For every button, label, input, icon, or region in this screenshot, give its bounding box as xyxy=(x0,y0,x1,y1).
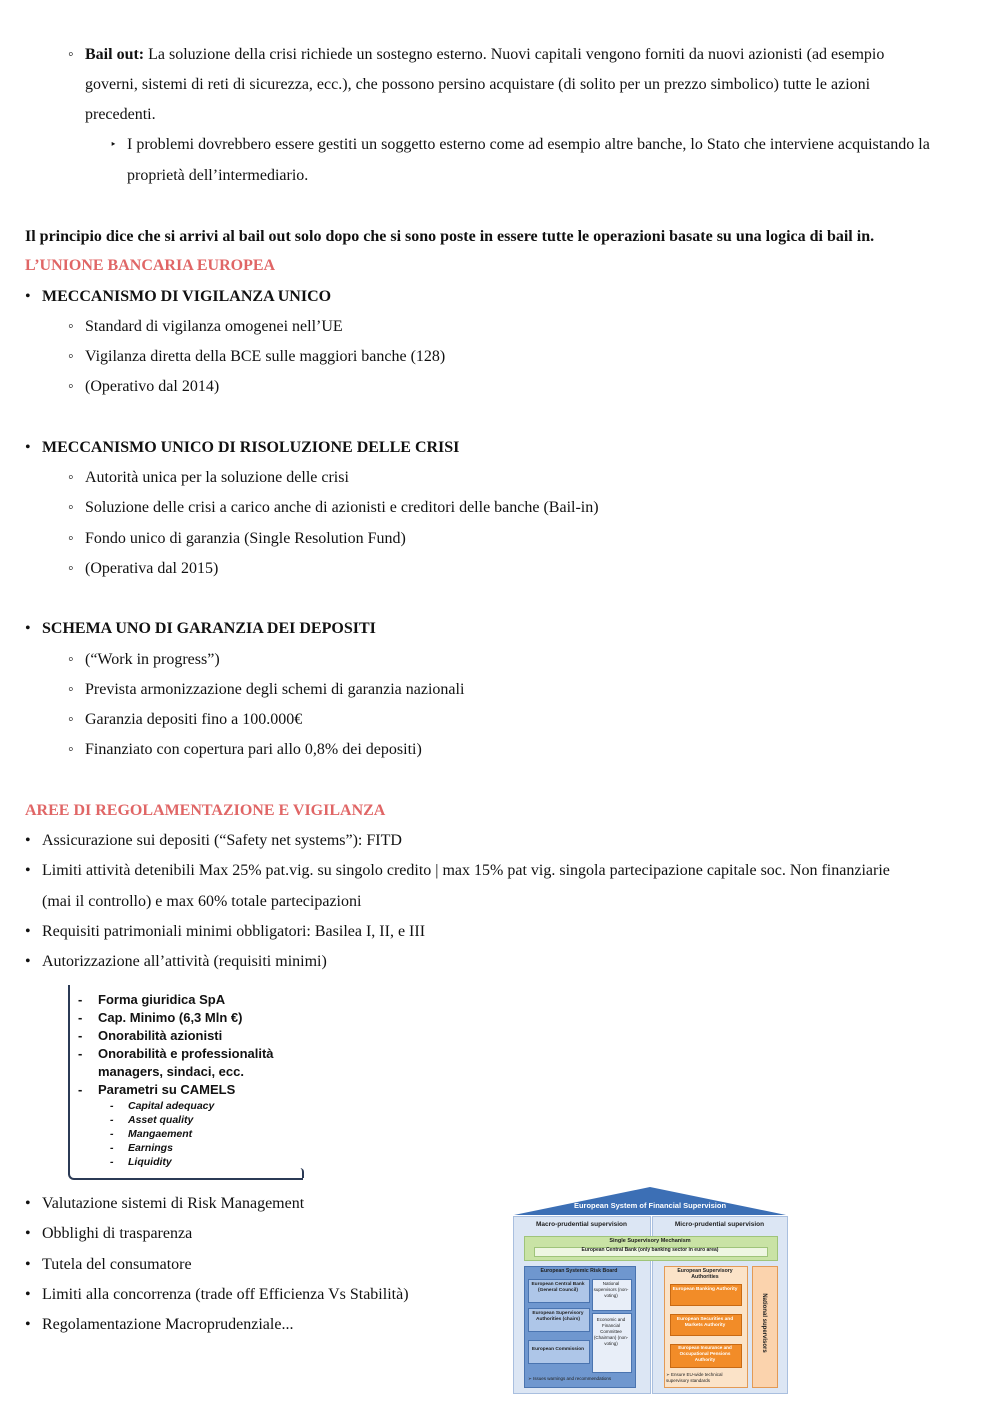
bullet-dot: • xyxy=(25,832,31,849)
bullet-circle: ◦ xyxy=(68,378,74,395)
list-item: Finanziato con copertura pari allo 0,8% dei depositi) xyxy=(85,741,422,758)
bullet-dot: • xyxy=(25,1256,31,1273)
box-item: Cap. Minimo (6,3 Mln €) xyxy=(98,1010,243,1025)
box-item: Parametri su CAMELS xyxy=(98,1082,236,1097)
bail-out-line1: Bail out: La soluzione della crisi richiede un sostegno esterno. Nuovi capitali vengono forniti da nuovi azionisti (ad esempio xyxy=(85,46,885,63)
list-item: Standard di vigilanza omogenei nell’UE xyxy=(85,318,343,335)
esa-note: ➢ Ensure EU-wide technical supervisory standards xyxy=(666,1372,723,1383)
esa-title: European Supervisory Authorities xyxy=(677,1268,733,1280)
camels-item: Mangaement xyxy=(128,1128,193,1140)
efc-label: Economic and Financial Committee (Chairman) (non-voting) xyxy=(593,1317,629,1346)
macro-title: Macro-prudential supervision xyxy=(535,1221,628,1228)
bullet-dot: • xyxy=(25,1286,31,1303)
esa-item: European Securities and Markets Authority xyxy=(676,1317,734,1328)
list-item: Vigilanza diretta della BCE sulle maggiori banche (128) xyxy=(85,348,446,365)
list-item: Valutazione sistemi di Risk Management xyxy=(42,1195,305,1212)
list-item: Limiti alla concorrenza (trade off Efficienza Vs Stabilità) xyxy=(42,1286,409,1303)
bail-out-line3: precedenti. xyxy=(85,106,156,123)
esrb-item: European Commission xyxy=(531,1347,585,1352)
group-heading: MECCANISMO DI VIGILANZA UNICO xyxy=(42,288,332,305)
bullet-dot: • xyxy=(25,288,31,305)
ssm-label: Single Supervisory Mechanism xyxy=(609,1238,691,1244)
box-item: Forma giuridica SpA xyxy=(98,992,226,1007)
list-item: (Operativo dal 2014) xyxy=(85,378,220,395)
box-item: Onorabilità azionisti xyxy=(98,1028,223,1043)
national-label: National supervisors xyxy=(761,1293,767,1353)
list-item: Limiti attività detenibili Max 25% pat.vig. su singolo credito | max 15% pat vig. singola partecipazione capitale soc. Non finanziarie xyxy=(42,862,890,879)
bullet-dot: • xyxy=(25,1195,31,1212)
bullet-dot: • xyxy=(25,953,31,970)
bullet-circle: ◦ xyxy=(68,499,74,516)
esa-item: European Banking Authority xyxy=(672,1287,738,1292)
camels-item: Liquidity xyxy=(128,1156,172,1168)
bullet-circle: ◦ xyxy=(68,46,74,63)
bullet-dot: • xyxy=(25,620,31,637)
bullet-dot: • xyxy=(25,1225,31,1242)
section-title-unione-bancaria: L’UNIONE BANCARIA EUROPEA xyxy=(25,257,276,274)
ecb-label: European Central Bank (only banking sector in euro area) xyxy=(581,1247,719,1253)
box-item-continuation: managers, sindaci, ecc. xyxy=(98,1064,244,1079)
esrb-item: European Central Bank (General Council) xyxy=(531,1282,585,1293)
bullet-circle: ◦ xyxy=(68,348,74,365)
list-item: (Operativa dal 2015) xyxy=(85,560,219,577)
bullet-dot: • xyxy=(25,862,31,879)
camels-item: Earnings xyxy=(128,1142,173,1154)
bullet-triangle: ‣ xyxy=(110,139,117,151)
list-item: Assicurazione sui depositi (“Safety net systems”): FITD xyxy=(42,832,402,849)
bail-out-label: Bail out: xyxy=(85,46,145,63)
list-item: Tutela del consumatore xyxy=(42,1256,192,1273)
list-item: Soluzione delle crisi a carico anche di azionisti e creditori delle banche (Bail-in) xyxy=(85,499,599,516)
esa-item: European Insurance and Occupational Pensions Authority xyxy=(678,1345,732,1362)
list-item: Requisiti patrimoniali minimi obbligatori: Basilea I, II, e III xyxy=(42,923,426,940)
bullet-circle: ◦ xyxy=(68,530,74,547)
list-item: Autorizzazione all’attività (requisiti minimi) xyxy=(42,953,327,970)
esrb-title: European Systemic Risk Board xyxy=(540,1268,618,1274)
bullet-dot: • xyxy=(25,439,31,456)
bullet-circle: ◦ xyxy=(68,651,74,668)
bullet-circle: ◦ xyxy=(68,318,74,335)
micro-title: Micro-prudential supervision xyxy=(674,1221,765,1228)
box-item: Onorabilità e professionalità xyxy=(98,1046,274,1061)
list-item-continuation: (mai il controllo) e max 60% totale partecipazioni xyxy=(42,893,362,910)
bail-out-line2: governi, sistemi di reti di sicurezza, ecc.), che possono persino acquistare (di solito per un prezzo simbolico) tutte le azioni xyxy=(85,76,871,93)
bullet-dot: • xyxy=(25,923,31,940)
list-item: Regolamentazione Macroprudenziale... xyxy=(42,1316,294,1333)
principle-text: Il principio dice che si arrivi al bail out solo dopo che si sono poste in essere tutte le operazioni basate su una logica di bail in. xyxy=(25,228,875,245)
list-item: Obblighi di trasparenza xyxy=(42,1225,193,1242)
bullet-circle: ◦ xyxy=(68,681,74,698)
bullet-circle: ◦ xyxy=(68,560,74,577)
list-item: (“Work in progress”) xyxy=(85,651,220,668)
bail-out-sub-line1: I problemi dovrebbero essere gestiti un soggetto esterno come ad esempio altre banche, lo Stato che interviene acquistando la xyxy=(127,136,930,153)
list-item: Autorità unica per la soluzione delle crisi xyxy=(85,469,349,486)
bullet-circle: ◦ xyxy=(68,741,74,758)
esrb-item-box xyxy=(528,1340,590,1364)
esrb-note: ➢ Issues warnings and recommendations xyxy=(528,1376,612,1381)
box-corner xyxy=(298,1168,304,1178)
group-heading: SCHEMA UNO DI GARANZIA DEI DEPOSITI xyxy=(42,620,376,637)
bail-out-sub-line2: proprietà dell’intermediario. xyxy=(127,167,309,184)
esrb-item: European Supervisory Authorities (chairs) xyxy=(532,1311,584,1322)
esfs-diagram xyxy=(512,1186,788,1392)
camels-item: Asset quality xyxy=(128,1114,194,1126)
camels-item: Capital adequacy xyxy=(128,1100,215,1112)
diagram-roof-title: European System of Financial Supervision xyxy=(573,1201,727,1210)
bullet-circle: ◦ xyxy=(68,469,74,486)
bullet-circle: ◦ xyxy=(68,711,74,728)
list-item: Fondo unico di garanzia (Single Resolution Fund) xyxy=(85,530,406,547)
national-non-voting: National supervisors (non-voting) xyxy=(593,1281,629,1298)
bullet-dot: • xyxy=(25,1316,31,1333)
section-title-aree: AREE DI REGOLAMENTAZIONE E VIGILANZA xyxy=(25,802,386,819)
group-heading: MECCANISMO UNICO DI RISOLUZIONE DELLE CRISI xyxy=(42,439,460,456)
list-item: Prevista armonizzazione degli schemi di garanzia nazionali xyxy=(85,681,465,698)
list-item: Garanzia depositi fino a 100.000€ xyxy=(85,711,303,728)
